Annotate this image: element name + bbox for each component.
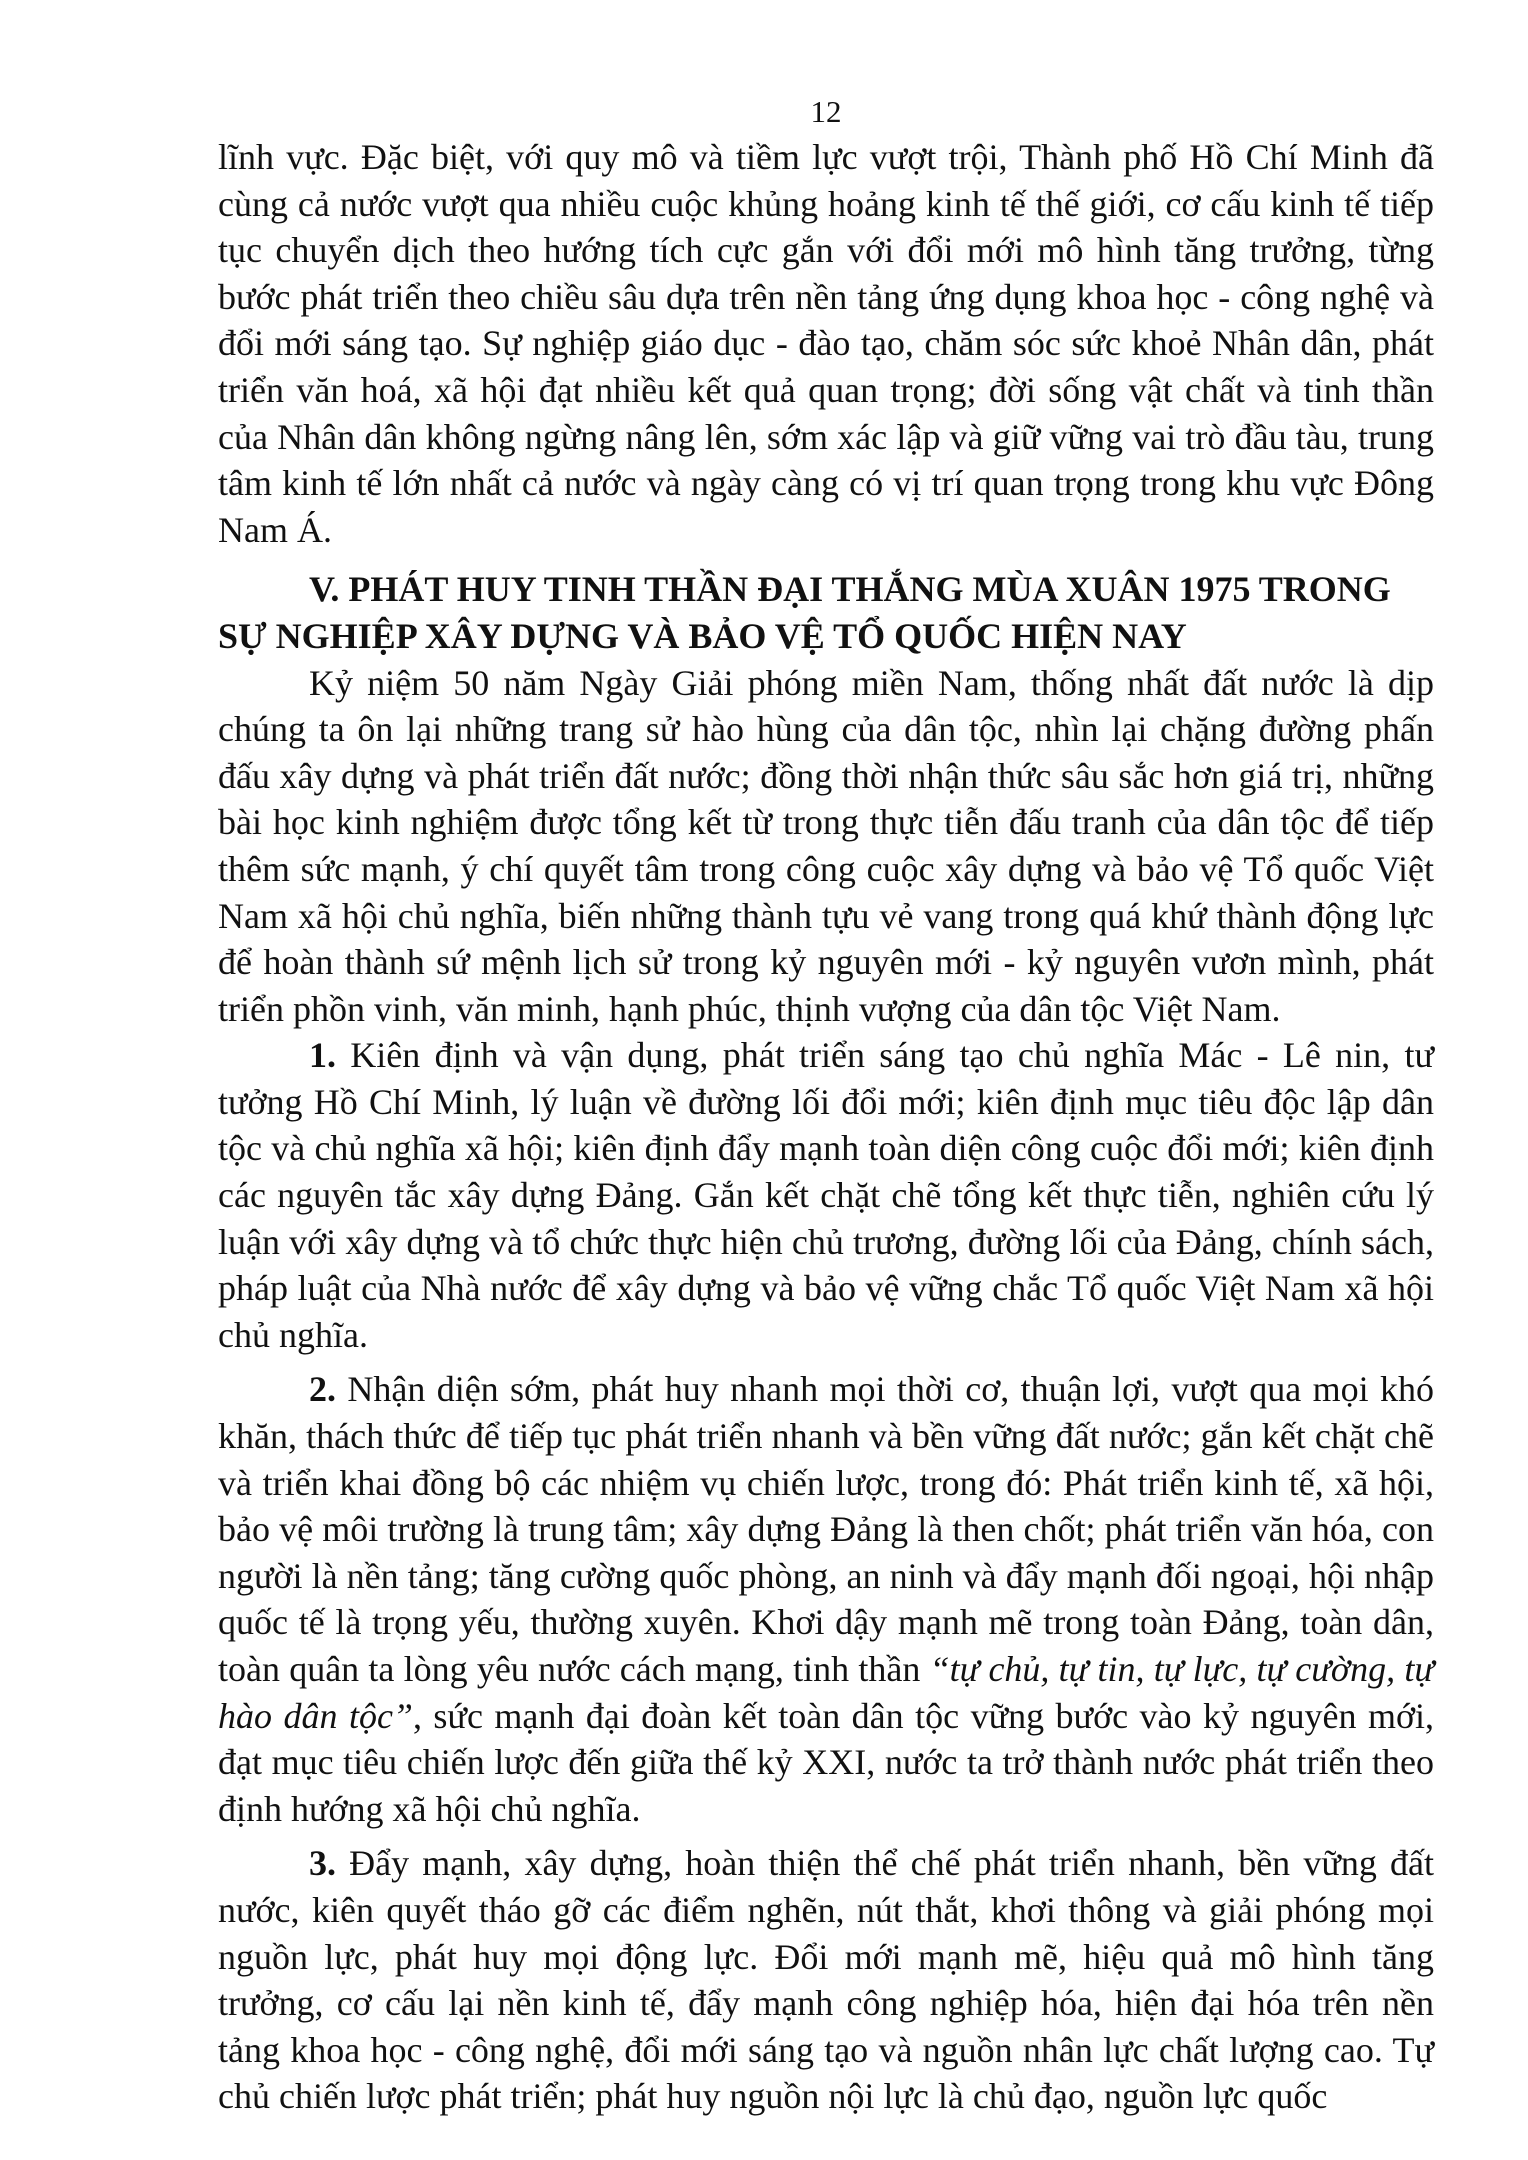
section-heading: V. PHÁT HUY TINH THẦN ĐẠI THẮNG MÙA XUÂN 1975 TRONG SỰ NGHIỆP XÂY DỰNG VÀ BẢO VỆ TỔ QUỐC HIỆN NAY [218, 569, 1391, 656]
item-3-paragraph [218, 1840, 1434, 2120]
continuation-paragraph: lĩnh vực. Đặc biệt, với quy mô và tiềm lực vượt trội, Thành phố Hồ Chí Minh đã cùng cả nước vượt qua nhiều cuộc khủng hoảng kinh tế thế giới, cơ cấu kinh tế tiếp tục chuyển dịch theo hướng tích cực gắn với đổi mới mô hình tăng trưởng, từng bước phát triển theo chiều sâu dựa trên nền tảng ứng dụng khoa học - công nghệ và đổi mới sáng tạo. Sự nghiệp giáo dục - đào tạo, chăm sóc sức khoẻ Nhân dân, phát triển văn hoá, xã hội đạt nhiều kết quả quan trọng; đời sống vật chất và tinh thần của Nhân dân không ngừng nâng lên, sớm xác lập và giữ vững vai trò đầu tàu, trung tâm kinh tế lớn nhất cả nước và ngày càng có vị trí quan trọng trong khu vực Đông Nam Á. [218, 137, 1434, 550]
item-2-text-before: Nhận diện sớm, phát huy nhanh mọi thời cơ, thuận lợi, vượt qua mọi khó khăn, thách thức để tiếp tục phát triển nhanh và bền vững đất nước; gắn kết chặt chẽ và triển khai đồng bộ các nhiệm vụ chiến lược, trong đó: Phát triển kinh tế, xã hội, bảo vệ môi trường là trung tâm; xây dựng Đảng là then chốt; phát triển văn hóa, con người là nền tảng; tăng cường quốc phòng, an ninh và đẩy mạnh đối ngoại, hội nhập quốc tế là trọng yếu, thường xuyên. Khơi dậy mạnh mẽ trong toàn Đảng, toàn dân, toàn quân ta lòng yêu nước cách mạng, tinh thần [218, 1369, 1434, 1689]
item-2-number: 2. [309, 1369, 336, 1410]
intro-paragraph: Kỷ niệm 50 năm Ngày Giải phóng miền Nam, thống nhất đất nước là dịp chúng ta ôn lại những trang sử hào hùng của dân tộc, nhìn lại chặng đường phấn đấu xây dựng và phát triển đất nước; đồng thời nhận thức sâu sắc hơn giá trị, những bài học kinh nghiệm được tổng kết từ trong thực tiễn đấu tranh của dân tộc để tiếp thêm sức mạnh, ý chí quyết tâm trong công cuộc xây dựng và bảo vệ Tổ quốc Việt Nam xã hội chủ nghĩa, biến những thành tựu vẻ vang trong quá khứ thành động lực để hoàn thành sứ mệnh lịch sử trong kỷ nguyên mới - kỷ nguyên vươn mình, phát triển phồn vinh, văn minh, hạnh phúc, thịnh vượng của dân tộc Việt Nam. [218, 662, 1434, 1029]
document-page [218, 90, 1434, 2120]
item-1-text: Kiên định và vận dụng, phát triển sáng tạo chủ nghĩa Mác - Lê nin, tư tưởng Hồ Chí Minh, lý luận về đường lối đổi mới; kiên định mục tiêu độc lập dân tộc và chủ nghĩa xã hội; kiên định đẩy mạnh toàn diện công cuộc đổi mới; kiên định các nguyên tắc xây dựng Đảng. Gắn kết chặt chẽ tổng kết thực tiễn, nghiên cứu lý luận với xây dựng và tổ chức thực hiện chủ trương, đường lối của Đảng, chính sách, pháp luật của Nhà nước để xây dựng và bảo vệ vững chắc Tổ quốc Việt Nam xã hội chủ nghĩa. [218, 1035, 1434, 1355]
item-2-text-after: , sức mạnh đại đoàn kết toàn dân tộc vững bước vào kỷ nguyên mới, đạt mục tiêu chiến lược đến giữa thế kỷ XXI, nước ta trở thành nước phát triển theo định hướng xã hội chủ nghĩa. [218, 1695, 1434, 1829]
item-3-text: Đẩy mạnh, xây dựng, hoàn thiện thể chế phát triển nhanh, bền vững đất nước, kiên quyết tháo gỡ các điểm nghẽn, nút thắt, khơi thông và giải phóng mọi nguồn lực, phát huy mọi động lực. Đổi mới mạnh mẽ, hiệu quả mô hình tăng trưởng, cơ cấu lại nền kinh tế, đẩy mạnh công nghiệp hóa, hiện đại hóa trên nền tảng khoa học - công nghệ, đổi mới sáng tạo và nguồn nhân lực chất lượng cao. Tự chủ chiến lược phát triển; phát huy nguồn nội lực là chủ đạo, nguồn lực quốc [218, 1843, 1434, 2117]
item-2-quote: “tự chủ, tự tin, tự lực, tự cường, tự hào dân tộc” [218, 1649, 1434, 1736]
item-1-paragraph [218, 1032, 1434, 1358]
item-2-paragraph [218, 1366, 1434, 1832]
page-number: 12 [810, 94, 842, 129]
item-3-number: 3. [309, 1843, 336, 1884]
item-1-number: 1. [309, 1035, 336, 1076]
